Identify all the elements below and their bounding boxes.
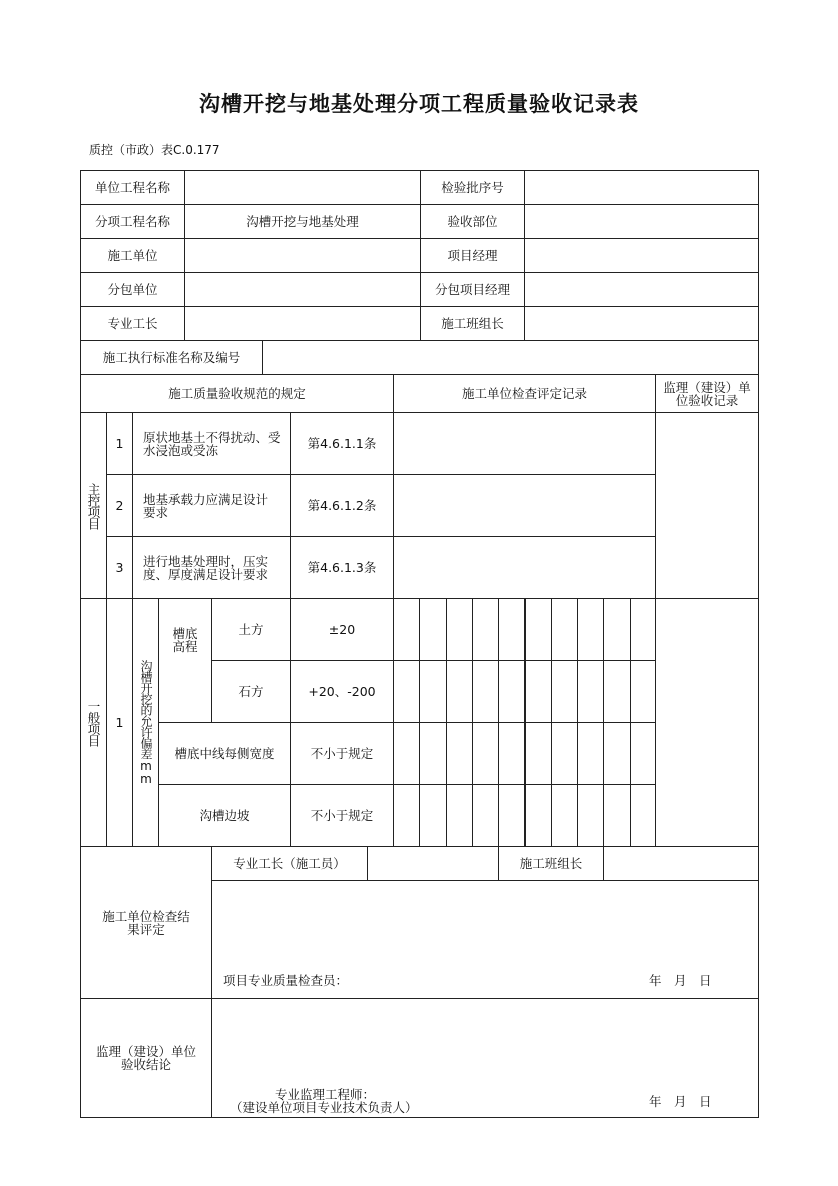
measurement-cell[interactable] [419,722,446,785]
measurement-cell[interactable] [393,598,420,661]
acceptance-part-label: 验收部位 [420,204,525,239]
measurement-cell[interactable] [603,784,630,847]
general-item-name: 石方 [211,660,291,723]
general-item-no: 1 [106,598,133,847]
unit-project-name-label: 单位工程名称 [80,170,185,205]
result-team-leader-field[interactable] [603,846,759,881]
quality-inspector-label: 项目专业质量检查员： [223,973,349,988]
team-leader-field[interactable] [524,306,759,341]
main-item-clause: 第4.6.1.1条 [290,412,394,475]
supervisor-engineer-label: 专业监理工程师： [275,1087,376,1102]
general-item-tolerance: 不小于规定 [290,784,394,847]
general-label: 一般项目 [80,598,107,847]
measurement-cell[interactable] [419,784,446,847]
main-item-record-field[interactable] [393,536,656,599]
subcontract-unit-field[interactable] [184,272,421,307]
measurement-cell[interactable] [630,784,657,847]
subcontract-pm-field[interactable] [524,272,759,307]
measurement-cell[interactable] [525,598,552,661]
main-control-supervisor-field[interactable] [655,412,759,599]
measurement-cell[interactable] [472,722,499,785]
main-item-record-field[interactable] [393,474,656,537]
result-foreman-label: 专业工长（施工员） [211,846,368,881]
team-leader-label: 施工班组长 [420,306,525,341]
result-team-leader-label: 施工班组长 [498,846,604,881]
main-item-text: 进行地基处理时，压实度、厚度满足设计要求 [132,536,291,599]
contractor-record-column-header: 施工单位检查评定记录 [393,374,656,413]
measurement-cell[interactable] [446,598,473,661]
measurement-cell[interactable] [630,598,657,661]
measurement-cell[interactable] [446,784,473,847]
main-item-record-field[interactable] [393,412,656,475]
measurement-cell[interactable] [393,722,420,785]
measurement-cell[interactable] [577,660,604,723]
contractor-result-label [80,846,212,999]
foreman-label: 专业工长 [80,306,185,341]
measurement-cell[interactable] [603,598,630,661]
measurement-cell[interactable] [551,784,578,847]
construction-unit-label: 施工单位 [80,238,185,273]
measurement-cell[interactable] [603,660,630,723]
contractor-date-label: 年 月 日 [649,973,712,988]
measurement-cell[interactable] [630,660,657,723]
supervisor-result-label-text: 监理（建设）单位验收结论 [95,1044,196,1072]
main-control-label: 主控项目 [80,412,107,599]
main-item-no: 1 [106,412,133,475]
measurement-cell[interactable] [393,784,420,847]
main-item-no: 3 [106,536,133,599]
subcontract-unit-label: 分包单位 [80,272,185,307]
supervisor-date-label: 年 月 日 [649,1094,712,1109]
main-item-clause: 第4.6.1.3条 [290,536,394,599]
subcontract-pm-label: 分包项目经理 [420,272,525,307]
project-manager-label: 项目经理 [420,238,525,273]
measurement-cell[interactable] [446,722,473,785]
foreman-field[interactable] [184,306,421,341]
measurement-cell[interactable] [419,660,446,723]
general-category-label: 沟槽开挖的允许偏差mm [132,598,159,847]
supervisor-record-column-header: 监理（建设）单位验收记录 [655,374,759,413]
project-manager-field[interactable] [524,238,759,273]
sub-project-name-field[interactable]: 沟槽开挖与地基处理 [184,204,421,239]
measurement-cell[interactable] [577,784,604,847]
spec-column-header: 施工质量验收规范的规定 [80,374,394,413]
page-title: 沟槽开挖与地基处理分项工程质量验收记录表 [199,92,639,116]
measurement-cell[interactable] [472,784,499,847]
measurement-cell[interactable] [630,722,657,785]
measurement-cell[interactable] [551,598,578,661]
general-item-name: 沟槽边坡 [158,784,291,847]
measurement-cell[interactable] [446,660,473,723]
batch-no-field[interactable] [524,170,759,205]
measurement-cell[interactable] [498,722,525,785]
general-item-tolerance: 不小于规定 [290,722,394,785]
acceptance-part-field[interactable] [524,204,759,239]
general-item-tolerance: ±20 [290,598,394,661]
measurement-cell[interactable] [603,722,630,785]
main-item-text: 地基承载力应满足设计要求 [132,474,291,537]
measurement-cell[interactable] [472,598,499,661]
measurement-cell[interactable] [498,598,525,661]
measurement-cell[interactable] [419,598,446,661]
contractor-result-label-text: 施工单位检查结果评定 [102,908,190,937]
supervisor-result-label [80,998,212,1118]
general-supervisor-field[interactable] [655,598,759,847]
elevation-label: 槽底高程 [158,598,212,723]
standard-field[interactable] [262,340,759,375]
main-item-no: 2 [106,474,133,537]
general-item-name: 土方 [211,598,291,661]
construction-unit-field[interactable] [184,238,421,273]
measurement-cell[interactable] [525,722,552,785]
measurement-cell[interactable] [498,784,525,847]
general-item-name: 槽底中线每侧宽度 [158,722,291,785]
result-foreman-field[interactable] [367,846,499,881]
main-item-text: 原状地基土不得扰动、受水浸泡或受冻 [132,412,291,475]
measurement-cell[interactable] [577,598,604,661]
measurement-cell[interactable] [525,660,552,723]
measurement-cell[interactable] [551,660,578,723]
general-item-tolerance: +20、-200 [290,660,394,723]
form-code: 质控（市政）表C.0.177 [89,143,220,157]
measurement-cell[interactable] [551,722,578,785]
measurement-cell[interactable] [577,722,604,785]
measurement-cell[interactable] [472,660,499,723]
main-item-clause: 第4.6.1.2条 [290,474,394,537]
measurement-cell[interactable] [525,784,552,847]
sub-project-name-label: 分项工程名称 [80,204,185,239]
supervisor-engineer-sub-label: （建设单位项目专业技术负责人） [230,1100,418,1115]
standard-label: 施工执行标准名称及编号 [80,340,263,375]
unit-project-name-field[interactable] [184,170,421,205]
measurement-cell[interactable] [498,660,525,723]
measurement-cell[interactable] [393,660,420,723]
batch-no-label: 检验批序号 [420,170,525,205]
